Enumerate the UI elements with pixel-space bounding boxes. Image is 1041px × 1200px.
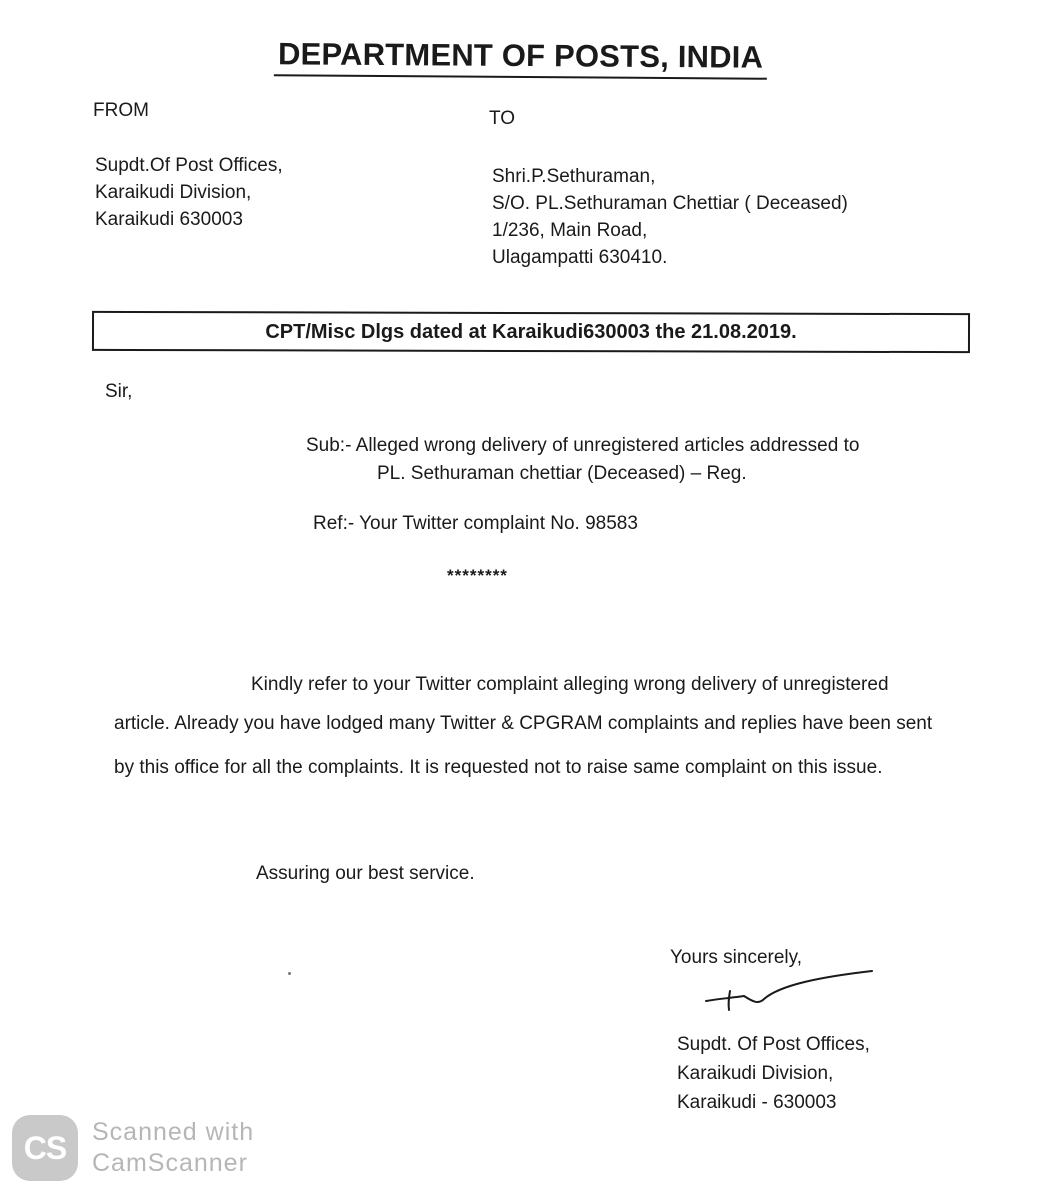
scan-speck [288, 972, 291, 975]
sign-off-greeting: Yours sincerely, [670, 947, 803, 968]
subject-line-2: PL. Sethuraman chettiar (Deceased) – Reg. [377, 463, 747, 484]
to-label: TO [489, 108, 516, 129]
from-line-1: Supdt.Of Post Offices, [95, 155, 283, 176]
salutation: Sir, [105, 381, 133, 402]
document-title [0, 38, 1041, 78]
to-line-4: Ulagampatti 630410. [492, 247, 668, 268]
body-line-3: by this office for all the complaints. It is requested not to raise same complaint on this issue. [114, 757, 883, 778]
camscanner-watermark [12, 1115, 254, 1181]
from-line-2: Karaikudi Division, [95, 182, 252, 203]
sign-off-line-2: Karaikudi Division, [677, 1063, 834, 1084]
sign-off-address [677, 1030, 870, 1117]
handwritten-signature [700, 965, 880, 1015]
to-line-2: S/O. PL.Sethuraman Chettiar ( Deceased) [492, 193, 848, 214]
camscanner-line-2: CamScanner [92, 1149, 248, 1177]
camscanner-line-1: Scanned with [92, 1118, 255, 1146]
separator: ******** [447, 566, 508, 585]
body-line-1: Kindly refer to your Twitter complaint alleging wrong delivery of unregistered [251, 674, 889, 695]
from-line-3: Karaikudi 630003 [95, 209, 243, 230]
body-line-2: article. Already you have lodged many Twitter & CPGRAM complaints and replies have been sent [114, 713, 933, 734]
camscanner-logo-icon: CS [12, 1115, 78, 1181]
subject-line-1: Sub:- Alleged wrong delivery of unregistered articles addressed to [306, 435, 860, 456]
from-address [95, 152, 283, 233]
to-line-3: 1/236, Main Road, [492, 220, 648, 241]
closing-line: Assuring our best service. [256, 863, 475, 884]
signature-icon [700, 965, 880, 1015]
camscanner-text [92, 1117, 254, 1179]
sign-off-line-3: Karaikudi - 630003 [677, 1092, 837, 1113]
document-title-text: DEPARTMENT OF POSTS, INDIA [274, 36, 767, 79]
to-line-1: Shri.P.Sethuraman, [492, 166, 656, 187]
reference-line: CPT/Misc Dlgs dated at Karaikudi630003 the 21.08.2019. [265, 321, 797, 343]
to-address [492, 163, 848, 271]
ref-line: Ref:- Your Twitter complaint No. 98583 [313, 513, 638, 534]
from-label: FROM [93, 100, 149, 121]
sign-off-line-1: Supdt. Of Post Offices, [677, 1034, 870, 1055]
